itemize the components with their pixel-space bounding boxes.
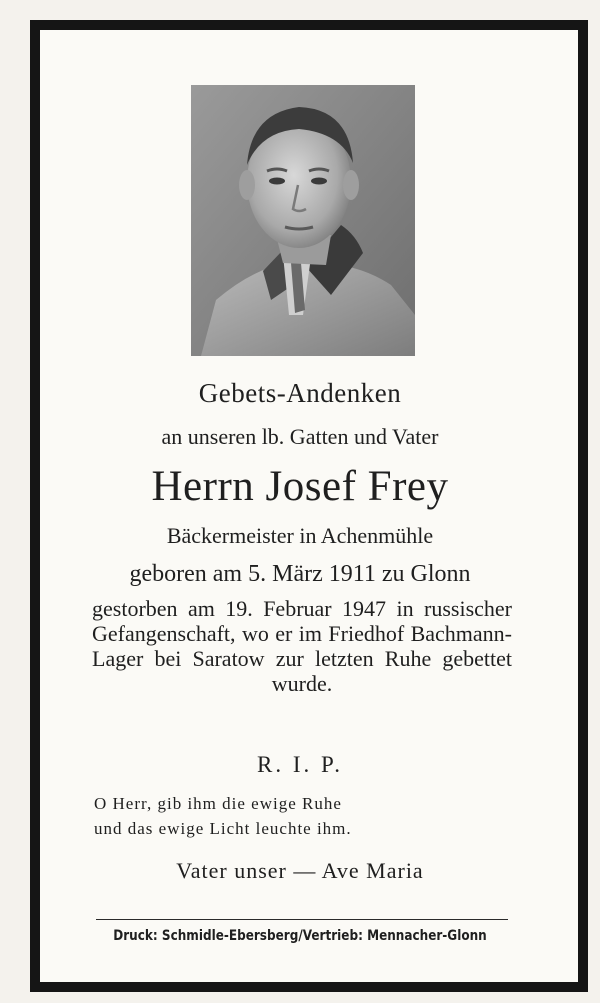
portrait-illustration <box>191 85 415 356</box>
footer-divider <box>96 919 508 920</box>
death-paragraph: gestorben am 19. Februar 1947 in russischer Gefangenschaft, wo er im Friedhof Bachmann-Lager bei Saratow zur letzten Ruhe gebettet wurde. <box>92 596 512 696</box>
deceased-name: Herrn Josef Frey <box>151 463 449 510</box>
card-title: Gebets-Andenken <box>198 378 402 408</box>
dedication-line: an unseren lb. Gatten und Vater <box>161 424 439 449</box>
portrait-photo <box>191 85 415 356</box>
prayer-line-1: O Herr, gib ihm die ewige Ruhe <box>94 794 342 813</box>
rip-line: R. I. P. <box>257 752 343 777</box>
prayer-text <box>94 791 514 841</box>
profession-line: Bäckermeister in Achenmühle <box>166 523 434 548</box>
closing-prayers: Vater unser — Ave Maria <box>176 858 424 883</box>
birth-line: geboren am 5. März 1911 zu Glonn <box>129 561 471 587</box>
printer-credit: Druck: Schmidle-Ebersberg/Vertrieb: Mennacher-Glonn <box>113 928 487 944</box>
prayer-line-2: und das ewige Licht leuchte ihm. <box>94 819 352 838</box>
